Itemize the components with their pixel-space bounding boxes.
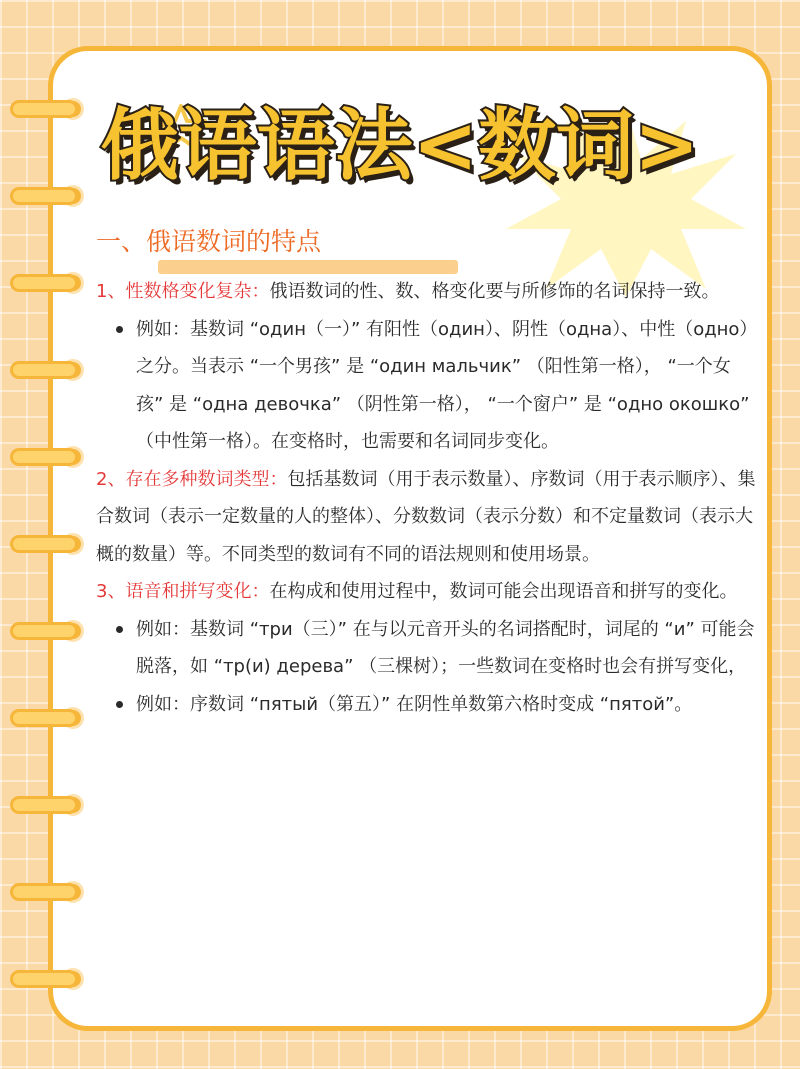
binding-ring xyxy=(10,796,78,814)
binding-ring xyxy=(10,361,78,379)
bullet-text: 例如：序数词 “пятый（第五）” 在阴性单数第六格时变成 “пятой”。 xyxy=(136,693,693,715)
binding-ring xyxy=(10,709,78,727)
binding-ring xyxy=(10,448,78,466)
bullet-text: 例如：基数词 “три（三）” 在与以元音开头的名词搭配时，词尾的 “и” 可能会脱落，如 “тр(и) дерева” （三棵树）；一些数词在变格时也会有拼写变化， xyxy=(136,618,755,677)
item-1 xyxy=(96,273,758,311)
item-3 xyxy=(96,573,758,611)
content-body xyxy=(96,273,758,723)
item-label: 语音和拼写变化： xyxy=(125,581,270,602)
binding-ring xyxy=(10,883,78,901)
item-2 xyxy=(96,461,758,574)
item-label: 性数格变化复杂： xyxy=(125,281,270,302)
binding-ring xyxy=(10,535,78,553)
binding-ring xyxy=(10,274,78,292)
item-text: 包括基数词（用于表示数量）、序数词（用于表示顺序）、集合数词（表示一定数量的人的整体）、分数数词（表示分数）和不定量数词（表示大概的数量）等。不同类型的数词有不同的语法规则和使用场景。 xyxy=(96,468,756,565)
bullet-dot-icon xyxy=(116,626,123,633)
binding-ring xyxy=(10,187,78,205)
item-number: 1、 xyxy=(96,281,126,302)
section-heading: 一、俄语数词的特点 xyxy=(96,227,322,256)
item-text: 俄语数词的性、数、格变化要与所修饰的名词保持一致。 xyxy=(269,281,720,302)
binding-ring xyxy=(10,622,78,640)
page-title: 俄语语法<数词> xyxy=(100,101,700,191)
section-heading-container xyxy=(96,222,321,262)
bullet-dot-icon xyxy=(116,326,123,333)
binding-ring xyxy=(10,100,78,118)
bullet-dot-icon xyxy=(116,701,123,708)
heading-highlight xyxy=(158,260,458,274)
item-text: 在构成和使用过程中，数词可能会出现语音和拼写的变化。 xyxy=(269,581,738,602)
list-item xyxy=(96,311,758,461)
item-number: 3、 xyxy=(96,581,126,602)
bullet-text: 例如：基数词 “один（一）” 有阳性（один）、阴性（одна）、中性（одно）之分。当表示 “一个男孩” 是 “один мальчик” （阳性第一格）， “一个女孩” 是 “одна девочка” （阴性第一格）， “一个窗户” 是 “одно окошко” （中性第一格）。在变格时，也需要和名词同步变化。 xyxy=(136,318,758,452)
list-item xyxy=(96,611,758,686)
item-number: 2、 xyxy=(96,468,126,490)
item-label: 存在多种数词类型： xyxy=(125,468,288,490)
binding-ring xyxy=(10,970,78,988)
list-item xyxy=(96,686,758,724)
